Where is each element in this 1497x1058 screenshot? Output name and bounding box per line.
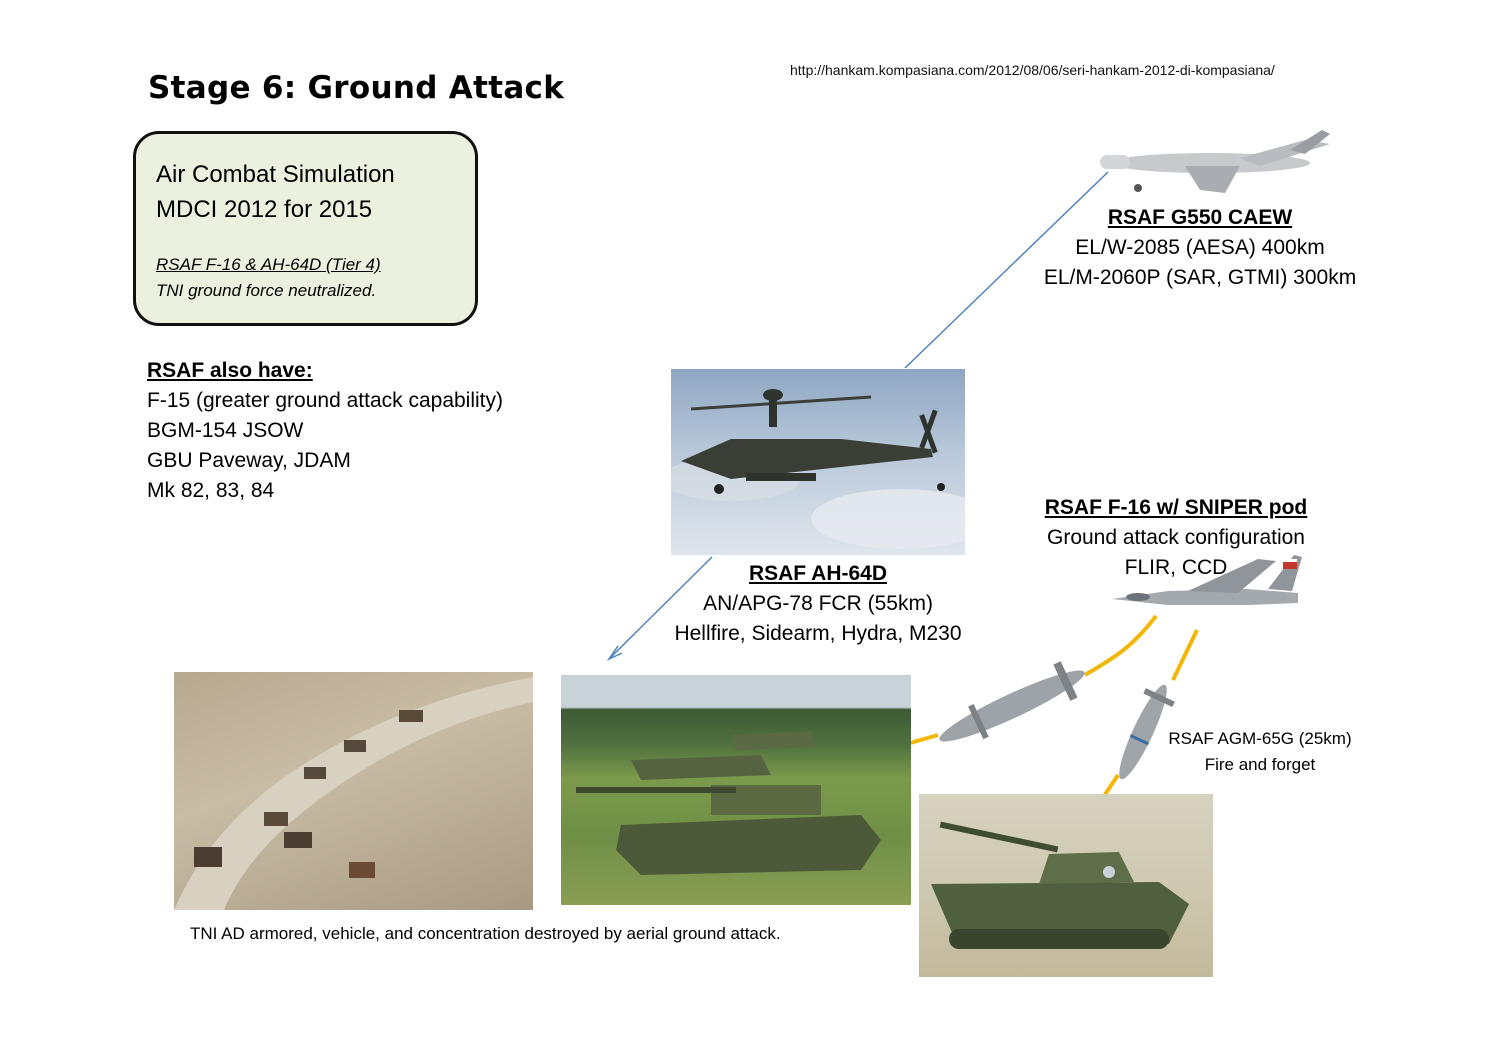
sim-box-line-4: TNI ground force neutralized. [156,281,377,300]
agm-line-2: Fire and forget [1204,755,1316,774]
also-have-heading: RSAF also have: [147,359,313,382]
destroyed-convoy-photo [174,672,533,910]
sim-box-line-2: MDCI 2012 for 2015 [156,196,373,223]
ah64d-line-1: AN/APG-78 FCR (55km) [703,592,933,615]
ah64d-line-2: Hellfire, Sidearm, Hydra, M230 [674,622,962,645]
ah64d-helicopter-graphic [671,369,965,555]
agm-label [1150,726,1370,778]
also-have-item: Mk 82, 83, 84 [147,479,275,502]
f16-heading: RSAF F-16 w/ SNIPER pod [1044,496,1308,519]
convoy-road-graphic [174,672,533,910]
g550-label [1010,203,1390,293]
f16-line-1: Ground attack configuration [1047,526,1305,549]
ah64d-photo [671,369,965,555]
missile-1 [931,654,1093,758]
also-have-item: BGM-154 JSOW [147,419,304,442]
missile-path-1 [1085,616,1156,675]
sim-box-line-3: RSAF F-16 & AH-64D (Tier 4) [156,255,381,274]
tanks-graphic [561,675,911,905]
g550-aircraft-image [1090,128,1335,200]
tanks-photo [561,675,911,905]
ah64d-heading: RSAF AH-64D [748,562,888,585]
agm-line-1: RSAF AGM-65G (25km) [1168,729,1352,748]
g550-line-1: EL/W-2085 (AESA) 400km [1075,236,1325,259]
ah64d-label [648,559,988,649]
f16-line-2: FLIR, CCD [1124,556,1228,579]
amphibious-tank-photo [919,794,1213,977]
also-have-item: F-15 (greater ground attack capability) [147,389,504,412]
f16-aircraft-image [1108,553,1304,613]
also-have-item: GBU Paveway, JDAM [147,449,351,472]
sim-box-line-1: Air Combat Simulation [156,161,395,188]
source-url[interactable]: http://hankam.kompasiana.com/2012/08/06/seri-hankam-2012-di-kompasiana/ [790,62,1275,78]
missile-path-3 [1173,630,1197,680]
amphibious-tank-graphic [919,794,1213,977]
g550-heading: RSAF G550 CAEW [1107,206,1293,229]
photo-caption: TNI AD armored, vehicle, and concentration destroyed by aerial ground attack. [190,924,781,943]
page-title: Stage 6: Ground Attack [148,70,565,106]
g550-line-2: EL/M-2060P (SAR, GTMI) 300km [1043,266,1357,289]
